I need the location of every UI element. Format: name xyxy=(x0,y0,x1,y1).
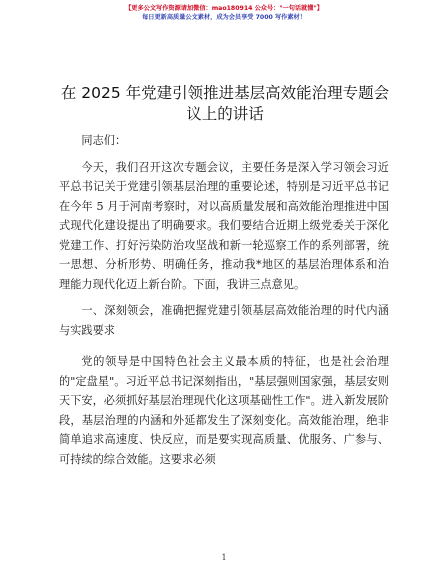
page-number: 1 xyxy=(221,553,227,562)
body-paragraph: 今天，我们召开这次专题会议，主要任务是深入学习领会习近平总书记关于党建引领基层治理的重要论述，特别是习近平总书记在今年 5 月于河南考察时，对以高质量发展和高效能治理推进中国式现代化建设提出了明确要求。我们要结合近期上级党委关于深化党建工作、打好污染防治攻坚战和新一轮巡察工作的系列部署，统一思想、分析形势、明确任务，推动我*地区的基层治理体系和治理能力现代化迈上新台阶。下面，我讲三点意见。 xyxy=(59,160,389,291)
section-heading: 一、深刻领会，准确把握党建引领基层高效能治理的时代内涵与实践要求 xyxy=(59,304,389,337)
greeting: 同志们： xyxy=(81,134,127,147)
body-paragraph: 党的领导是中国特色社会主义最本质的特征，也是社会治理的"定盘星"。习近平总书记深刻指出，"基层强则国家强，基层安则天下安，必须抓好基层治理现代化这项基础性工作"。进入新发展阶段，基层治理的内涵和外延都发生了深刻变化。高效能治理，绝非简单追求高速度、快反应，而是要实现高质量、优服务、广参与、可持续的综合效能。这要求必须 xyxy=(59,355,389,466)
header-banner xyxy=(0,4,448,22)
document-body xyxy=(59,131,389,469)
banner-line-membership: 每日更新高质量公文素材，成为会员享受 7000 写作素材！ xyxy=(142,14,306,21)
document-title: 在 2025 年党建引领推进基层高效能治理专题会议上的讲话 xyxy=(60,84,390,123)
banner-line-promo: 【更多公文写作资源请加微信：mao180914 公众号："一句话就懂"】 xyxy=(125,5,323,12)
